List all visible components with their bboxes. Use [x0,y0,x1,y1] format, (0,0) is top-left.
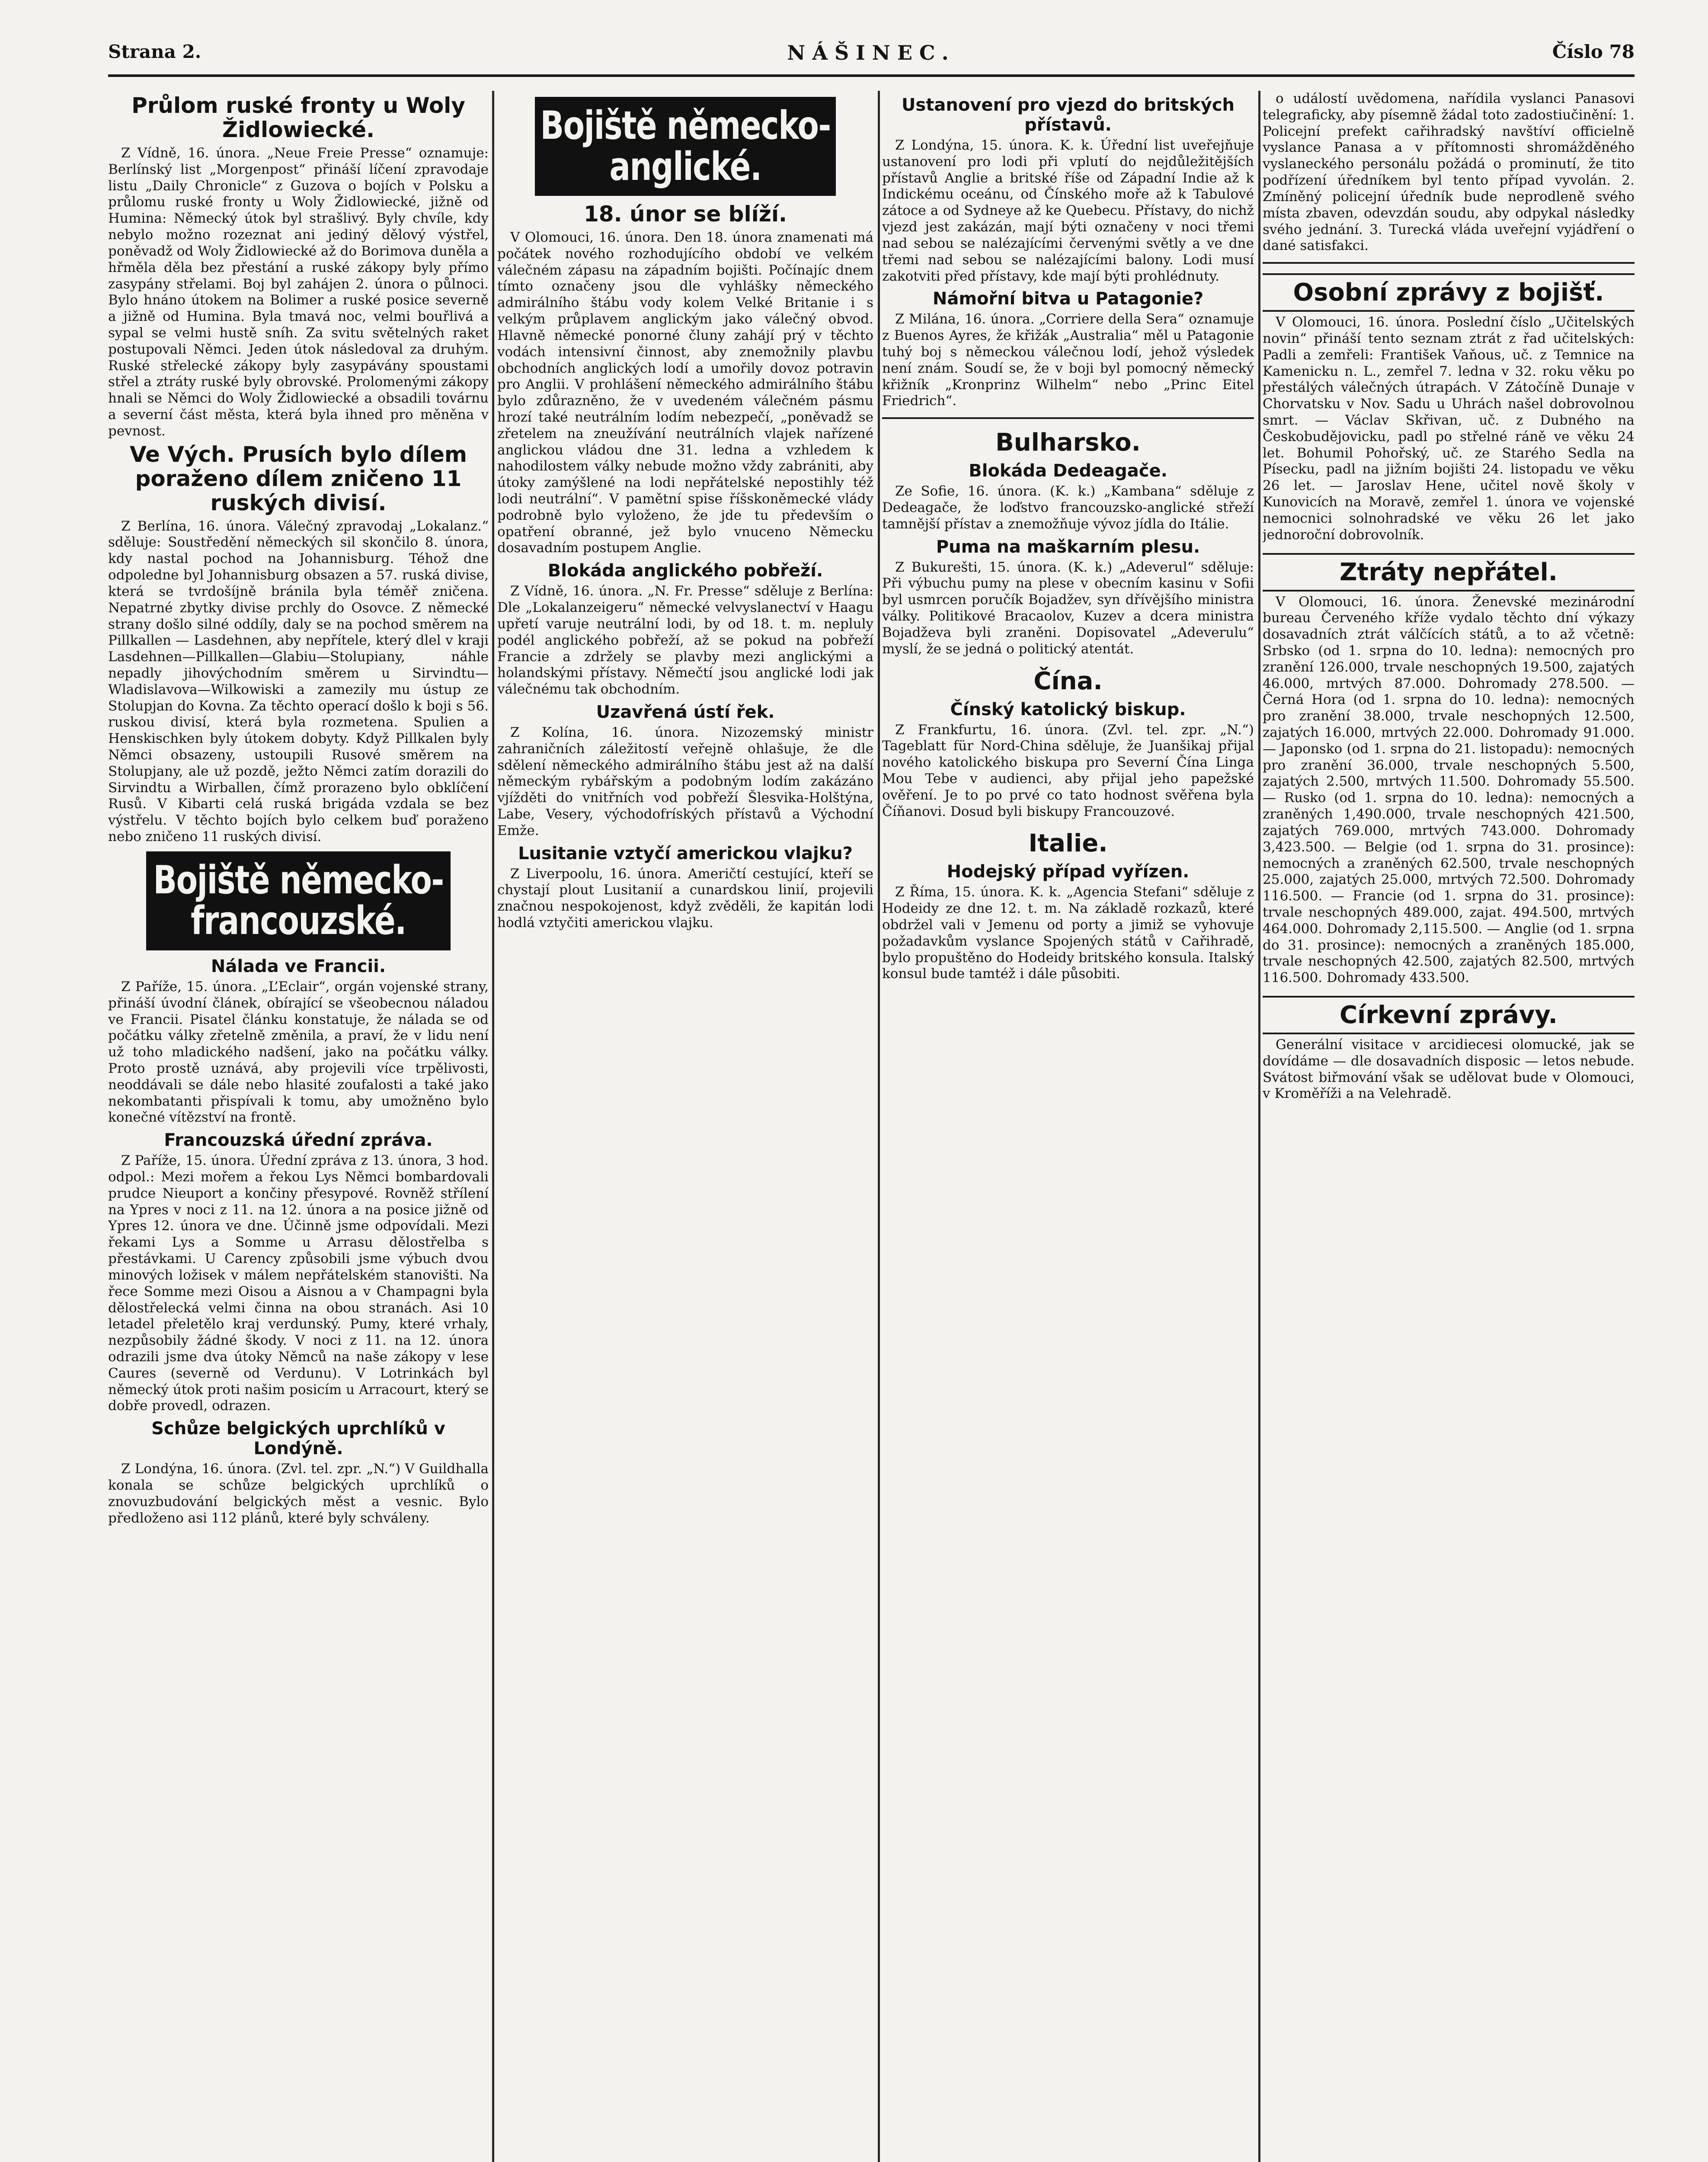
subhead-patagonia: Námořní bitva u Patagonie? [932,289,1204,309]
subhead-bishop: Čínský katolický biskup. [950,699,1186,720]
article-bomb: Z Bukurešti, 15. února. (K. k.) „Adeverul“ sděluje: Při výbuchu pumy na plese v obecním kasinu v Sofii byl usmrcen poručík Bojadžev, syn dřívějšího ministra války. Politikové Bracaolov, Kuzev a dcera ministra Bojadževa byli zraněni. Dopisovatel „Adeverulu“ myslí, že se jedná o politický atentát. [882,559,1254,657]
column-divider [878,91,880,2162]
article-church: Generální visitace v arcidiecesi olomucké, jak se dovídáme — dle dosavadních disposic — letos nebude. Svátost biřmování však se udělovat bude v Olomouci, v Kroměříži a na Velehradě. [1263,1037,1634,1102]
headline-italy: Italie. [1028,829,1108,858]
headline-church: Církevní zprávy. [1263,996,1634,1034]
article-dedeagac: Ze Sofie, 16. února. (K. k.) „Kambana“ sděluje z Dedeagače, že loďstvo francouzsko-anglické střeží tamnější přístav a znemožňuje vývoz jídla do Itálie. [882,483,1254,532]
subhead-lusitania: Lusitanie vztyčí americkou vlajku? [518,843,853,864]
article-patagonia: Z Milána, 16. února. „Corriere della Sera“ oznamuje z Buenos Ayres, že křižák „Australia“ měl u Patagonie tuhý boj s německou válečnou lodí, jehož výsledek není znám. Soudí se, že v boji byl pomocný německý křižník „Kronprinz Wilhelm“ nebo „Princ Eitel Friedrich“. [882,311,1254,409]
masthead-title: NÁŠINEC. [787,41,956,64]
article-lusitania: Z Liverpoolu, 16. února. Američtí cestující, kteří se chystají plout Lusitanií a cunardskou linií, projevili značnou nespokojenost, když zvěděli, že kapitán lodi hodlá vztyčiti americkou vlajku. [497,866,873,931]
header-rule [108,74,1634,77]
subhead-blockade: Blokáda anglického pobřeží. [547,561,823,581]
headline-bulgaria: Bulharsko. [995,429,1141,457]
article-mood: Z Paříže, 15. února. „L’Eclair“, orgán vojenské strany, přináší úvodní článek, obírající se všeobecnou náladou ve Francii. Pisatel článku konstatuje, že nálada se od počátku války zřetelně změnila, a praví, že v lidu není už toho mladického nadšení, jako na počátku války. Proto prostě uznává, aby projevili více trpělivosti, neoddávali se dále nebo hlasité zoufalosti a také jako nekombatanti přispívali k tomu, aby umožněno bylo konečné vítězství na frontě. [108,979,489,1126]
section-rule [1263,262,1634,264]
subhead-river-mouths: Uzavřená ústí řek. [596,702,775,722]
subhead-bomb: Puma na maškarním plesu. [936,537,1200,557]
subhead-hodeida: Hodejský případ vyřízen. [947,862,1190,882]
article-refugees: Z Londýna, 16. února. (Zvl. tel. zpr. „N.“) V Guildhalla konala se schůze belgických uprchlíků o znovuzbudování belgických měst a vesnic. Bylo předloženo asi 112 plánů, které byly schváleny. [108,1461,489,1526]
article-blockade: Z Vídně, 16. února. „N. Fr. Presse“ sděluje z Berlína: Dle „Lokalanzeigeru“ německé velvyslanectví v Haagu upřetí varuje neutrální lodi, by od 18. t. m. nepluly podél anglického pobřeží, až se pokud na pobřeží Francie a zdržely se plavby mezi anglickými a holandskými přístavy. Němečtí jsou anglické lodi jak válečnému tak obchodním. [497,583,873,697]
headline-russian-front: Průlom ruské fronty u Woly Židlowiecké. [131,93,465,142]
article-enemy-losses: V Olomouci, 16. února. Ženevské mezinárodní bureau Červeného kříže vydalo těchto dní výkazy dosavadních ztrát válčících států, a to až včetně: Srbsko (od 1. srpna do 10. ledna): nemocných pro zranění 126.000, trvale neschopných 19.500, zajatých 46.000, mrtvých 87.000. Dohromady 278.500. — Černá Hora (od 1. srpna do 10. ledna): nemocných pro zranění 38.000, trvale neschopných 12.500, zajatých 16.000, mrtvých 22.000. Dohromady 91.000. — Japonsko (od 1. srpna do 21. listopadu): nemocných pro zranění 36.000, trvale neschopných 5.500, zajatých 2.500, mrtvých 11.500. Dohromady 55.500. — Rusko (od 1. srpna do 10. ledna): nemocných a zraněných 1,490.000, trvale neschopných 421.500, zajatých 769.000, mrtvých 743.000. Dohromady 3,423.500. — Belgie (od 1. srpna do 31. prosince): nemocných a zraněných 62.500, trvale neschopných 25.000, zajatých 25.000, mrtvých 72.500. Dohromady 116.500. — Francie (od 1. srpna do 31. prosince): trvale neschopných 489.000, zajat. 494.500, mrtvých 464.000. Dohromady 2,115.500. — Anglie (od 1. srpna do 31. prosince): nemocných a zraněných 185.000, trvale neschopných 42.500, zajatých 82.500, mrtvých 116.500. Dohromady 433.500. [1263,594,1634,986]
subhead-french-report: Francouzská úřední zpráva. [164,1130,433,1151]
headline-battlefield-news: Osobní zprávy z bojišť. [1263,273,1634,312]
article-convoy: Z Londýna, 15. února. K. k. Úřední list uveřejňuje ustanovení pro lodi při vplutí do nejdůležitějších přístavů Anglie a britské říše od Západní Indie až k Indickému oceánu, od Čínského moře až k Tabulové zátoce a od Sydneye až ke Quebecu. Přístavy, do nichž vjezd jest zakázán, mají býti označeny v noci třemi nad sebou se nalézajícími červenými světly a ve dne třemi nad sebou se nalézajícími balony. Lodi musí zakotviti před přístavy, kde mají býti prohlédnuty. [882,138,1254,284]
column-4 [1263,91,1634,2162]
subhead-mood: Nálada ve Francii. [211,956,386,976]
subhead-refugees: Schůze belgických uprchlíků v Londýně. [151,1419,445,1459]
article-bishop: Z Frankfurtu, 16. února. (Zvl. tel. zpr. „N.“) Tageblatt für Nord-China sděluje, že Juanšikaj přijal nového katolického biskupa pro Severní Čína Linga Mou Tebe v audienci, aby přijal jeho papežské ověření. Je to po prvé co tato hodnost svěřena byla Číňanovi. Dosud byli biskupy Francouzové. [882,722,1254,819]
article-french-report: Z Paříže, 15. února. Úřední zpráva z 13. února, 3 hod. odpol.: Mezi mořem a řekou Lys Němci bombardovali prudce Nieuport a končiny přesypové. Rovněž střílení na Ypres v noci z 11. na 12. února a na posice jižně od Ypres 12. února ve dne. Účinně jsme odpovídali. Mezi řekami Lys a Somme u Arrasu dělostřelba s přestávkami. U Carency způsobili jsme výbuch dvou minových ložisek v málem nepřátelském stanovišti. Na řece Somme mezi Oisou a Aisnou a v Champagni byla dělostřelecká velmi činna na obou stranách. Asi 10 letadel přeletělo kraj verdunský. Pumy, které vrhaly, nezpůsobily žádné škody. V noci z 11. na 12. února odrazili jsme dva útoky Němců na naše zákopy v lese Caures (severně od Verdunu). V Lotrinkách byl německý útok proti našim posicím u Arracourt, který se dobře provedl, odrazen. [108,1153,489,1414]
page-number: Strana 2. [108,41,202,62]
headline-enemy-losses: Ztráty nepřátel. [1263,553,1634,592]
column-2 [497,91,873,2162]
column-1 [108,91,489,2162]
headline-feb: 18. únor se blíží. [584,201,787,227]
article-feb: V Olomouci, 16. února. Den 18. února znamenati má počátek nového rozhodujícího období ve velkém válečném zápasu na západním bojišti. Počínajíc dnem tímto označeny jsou dle vyhlášky německého admirálního štábu vody kolem Velké Britanie i s velkým průplavem anglickým jako válečný obvod. Hlavně německé ponorné čluny zahájí prý v těchto vodách intensivní činnost, aby znemožnily plavbu obchodních anglických lodí a umořily dovoz potravin pro Anglii. V prohlášení německého admirálního štábu bylo zdůrazněno, že v uvedeném válečném pásmu hrozí také neutrálním lodím nebezpečí, „poněvadž se zřetelem na zneužívání neutrálních vlajek nařízené anglickou vládou dne 31. ledna a vzhledem k nahodilostem války nebude možno vždy zabrániti, aby útoky zamýšlené na lodi nepřátelské nepostihly též lodi neutrální“. V pamětní spise říšskoněmecké vlády podrobně bylo vyloženo, že jde tu především o opatření obranné, jež bylo vnuceno Německu dosavadním postupem Anglie. [497,230,873,556]
subhead-convoy: Ustanovení pro vjezd do britských přístavů. [901,95,1235,135]
section-banner-france: Bojiště německo-francouzské. [146,851,451,950]
headline-east-prussia: Ve Vých. Prusích bylo dílem poraženo dílem zničeno 11 ruských divisí. [129,441,467,515]
article-russian-front: Z Vídně, 16. února. „Neue Freie Presse“ oznamuje: Berlínský list „Morgenpost“ přináší líčení zpravodaje listu „Daily Chronicle“ z Guzova o bojích v Polsku a průlomu ruské fronty u Woly Židlowiecké, jižně od Humina: Německý útok byl strašlivý. Byly chvíle, kdy nebylo možno rozeznat ani jediný dělový výstřel, poněvadž od Woly Židlowiecké až do Borimova duněla a hřměla děla bez přestání a ruské zákopy byly přímo zasypány střelami. Boj byl zahájen 2. února o půlnoci. Bylo hnáno útokem na Bolimer a ruské posice severně a jižně od Humina. Byla tmavá noc, velmi bouřlivá a sypal se velmi hustě sníh. Za svitu světelných raket postupovali Němci. Jeden útok následoval za druhým. Ruské střelecké zákopy byly zasypávány spoustami střel a ztráty ruské byly obrovské. Prolomenými zákopy hnali se Němci do Woly Židlowiecké a obsadili továrnu a severní část města, která byla ihned pro měněna v pevnost. [108,145,489,439]
article-hodeida: Z Říma, 15. února. K. k. „Agencia Stefani“ sděluje z Hodeidy ze dne 12. t. m. Na základě rozkazů, které obdržel vali v Jemenu od porty a jimiž se vyhovuje požadavkům vyslance Spojených států v Cařihradě, bylo propuštěno do Hodeidy britského konsula. Italský konsul bude tamtéž i dále působiti. [882,884,1254,982]
column-divider [492,91,494,2162]
headline-china: Čína. [1033,667,1103,695]
column-3 [882,91,1254,2162]
article-battlefield-news: V Olomouci, 16. února. Poslední číslo „Učitelských novin“ přináší tento seznam ztrát z řad učitelských: Padli a zemřeli: František Vaňous, uč. z Temnice na Kamenicku n. L., zemřel 7. ledna v 32. roku věku po přestálých válečných útrapách. V Zátočíně Dunaje v Chorvatsku v Nov. Sadu u Uhrách našel dobrovolnou smrt. — Václav Skřivan, uč. z Dubného na Českobudějovicku, padl po střelné ráně ve věku 24 let. Bohumil Pohořský, uč. ze Starého Sedla na Písecku, padl na jižním bojišti 24. listopadu ve věku 26 let. — Jaroslav Hene, učitel nově školy v Kunovicích na Moravě, zemřel 1. února ve vojenské nemocnici solnohradské ve věku 26 let jako jednoroční dobrovolník. [1263,314,1634,543]
column-divider [1258,91,1260,2162]
issue-number: Číslo 78 [1552,41,1634,62]
article-continued: o událostí uvědomena, nařídila vyslanci Panasovi telegraficky, aby písemně žádal toto zadostiučinění: 1. Policejní prefekt cařihradský navštíví officielně vyslance Panasa a v přítomnosti shromážděného vyslaneckého personálu požádá o prominutí, že tito podřízení úředníkem byl tento případ vyvolán. 2. Zmíněný policejní úředník bude neprodleně svého místa zbaven, odevzdán soudu, aby odpykal následky svého jednání. 3. Turecká vláda uveřejní vyjádření o dané satisfakci. [1263,91,1634,254]
section-banner-anglo: Bojiště německo-anglické. [535,97,836,196]
subhead-dedeagac: Blokáda Dedeagače. [969,461,1167,481]
section-rule [882,417,1254,419]
article-east-prussia: Z Berlína, 16. února. Válečný zpravodaj „Lokalanz.“ sděluje: Soustředění německých sil skončilo 8. února, kdy nastal pochod na Johannisburg. Téhož dne odpoledne byl Johannisburg obsazen a 57. ruská divise, která se tvrdošíjně bránila byla téměř zničena. Nepatrné zbytky divise prchly do Osovce. Z německé strany došlo silné oddíly, daly se na pochod směrem na Pillkallen — Lasdehnen, aby nepřítele, který dlel v kraji Lasdehnen—Pillkallen—Glabiu—Stolupiany, náhle nepadly jihovýchodním směrem u Sirvindtu—Wladislavova—Wilkowiski a zamezily mu ústup ze Stolupjan do Kovna. Za těchto operací došlo k boji s 56. ruskou divisí, která byla rozmetena. Spulien a Henskischken byly útokem dobyty. Když Pillkalen byly Němci obsazeny, ustoupili Rusové směrem na Stolupjany, ale už pozdě, ježto Němci zatím dorazili do Sirvindtu a Wirballen, čímž prorazeno bylo obklíčení Rusů. V Kibarti celá ruská brigáda vzdala se bez výstřelu. V těchto bojích bylo celkem buď poraženo nebo zničeno 11 ruských divisí. [108,518,489,845]
article-river-mouths: Z Kolína, 16. února. Nizozemský ministr zahraničních záležitostí veřejně ohlašuje, že dle sdělení německého admirálního štábu jest až na další německým rybářským a podobným lodím zakázáno vjížděti do vnitřních vod pobřeží Šlesvika-Holštýna, Labe, Vesery, východofríských přístavů a Východní Emže. [497,724,873,838]
page-header [108,41,1634,71]
